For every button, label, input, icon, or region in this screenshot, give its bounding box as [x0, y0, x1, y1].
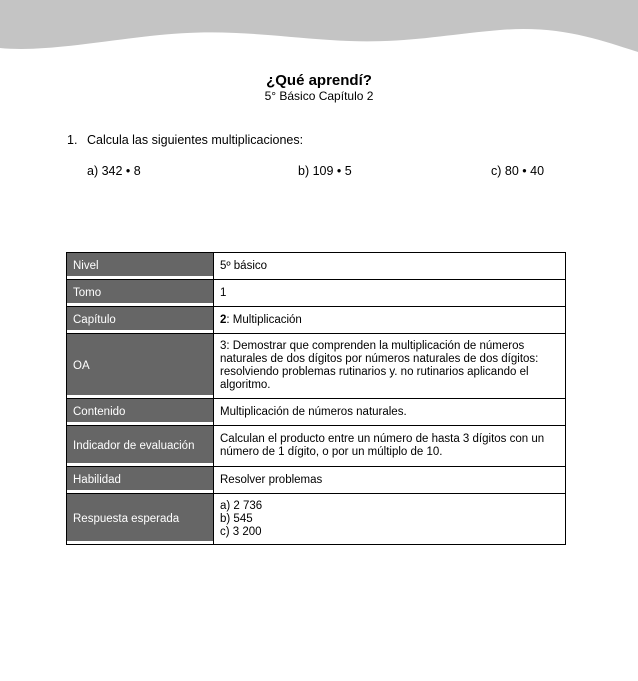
row-key-indicador: Indicador de evaluación — [67, 426, 214, 467]
row-value-habilidad: Resolver problemas — [214, 467, 566, 494]
row-value-tomo: 1 — [214, 280, 566, 307]
table-row — [67, 280, 566, 307]
question-1 — [67, 133, 303, 147]
row-value-indicador: Calculan el producto entre un número de hasta 3 dígitos con un número de 1 dígito, o por un múltiplo de 10. — [214, 426, 566, 467]
table-row — [67, 494, 566, 545]
row-key-tomo: Tomo — [67, 280, 214, 307]
exercise-a: a) 342 • 8 — [87, 164, 141, 178]
table-row — [67, 399, 566, 426]
exercise-b: b) 109 • 5 — [298, 164, 352, 178]
row-value-respuesta — [214, 494, 566, 545]
table-row — [67, 253, 566, 280]
header-wave-decoration — [0, 0, 638, 60]
row-key-capitulo: Capítulo — [67, 307, 214, 334]
row-key-respuesta: Respuesta esperada — [67, 494, 214, 545]
answer-b: b) 545 — [220, 512, 253, 525]
page-title: ¿Qué aprendí? — [266, 72, 372, 89]
chapter-name: : Multiplicación — [226, 313, 302, 326]
table-row — [67, 334, 566, 399]
exercise-c: c) 80 • 40 — [491, 164, 545, 178]
answer-a: a) 2 736 — [220, 499, 263, 512]
row-value-contenido: Multiplicación de números naturales. — [214, 399, 566, 426]
question-prompt: Calcula las siguientes multiplicaciones: — [87, 133, 304, 147]
curriculum-info-table — [66, 252, 566, 545]
answer-c: c) 3 200 — [220, 525, 262, 538]
row-key-nivel: Nivel — [67, 253, 214, 280]
row-key-oa: OA — [67, 334, 214, 399]
table-row — [67, 467, 566, 494]
row-value-capitulo — [214, 307, 566, 334]
table-row — [67, 307, 566, 334]
row-key-contenido: Contenido — [67, 399, 214, 426]
row-value-nivel: 5º básico — [214, 253, 566, 280]
row-key-habilidad: Habilidad — [67, 467, 214, 494]
page-subtitle: 5° Básico Capítulo 2 — [264, 89, 374, 103]
table-row — [67, 426, 566, 467]
row-value-oa: 3: Demostrar que comprenden la multiplicación de números naturales de dos dígitos por números naturales de dos dígitos: resolviendo problemas rutinarios y. no rutinarios aplicando el algoritmo. — [214, 334, 566, 399]
chapter-number: 2 — [220, 313, 227, 326]
question-number: 1. — [67, 133, 78, 147]
